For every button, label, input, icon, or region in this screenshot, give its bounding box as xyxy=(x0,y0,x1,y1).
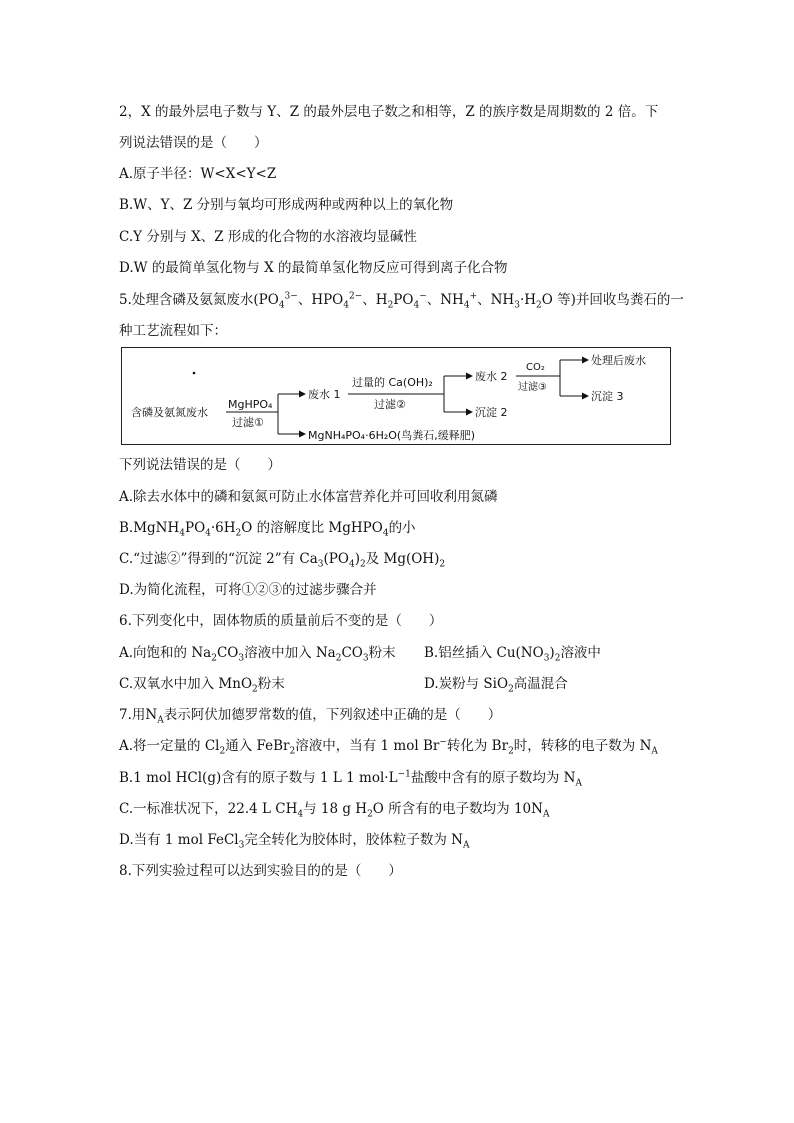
process-flowchart xyxy=(121,347,671,445)
flowchart-svg xyxy=(122,348,672,446)
flow-treated-water: 处理后废水 xyxy=(591,354,646,367)
q8-stem: 8.下列实验过程可以达到实验目的的是（ ） xyxy=(119,863,402,879)
q4-option-b: B.W、Y、Z 分别与氧均可形成两种或两种以上的氧化物 xyxy=(119,197,454,213)
q4-stem-line2: 列说法错误的是（ ） xyxy=(119,135,268,151)
flow-waste-2: 废水 2 xyxy=(475,370,508,383)
flow-reagent-2: 过量的 Ca(OH)₂ xyxy=(352,376,433,389)
q7-option-d: D.当有 1 mol FeCl$_3$完全转化为胶体时，胶体粒子数为 $N_A$ xyxy=(119,832,470,851)
q5-option-c: C.“过滤②”得到的“沉淀 2”有 $Ca_3(PO_4)_2$及 $Mg(OH)_2$ xyxy=(119,551,446,570)
q5-stem-line1: 5.处理含磷及氨氮废水($PO_4^{3-}$、$HPO_4^{2-}$、$H_2PO_4^-$、$NH_4^+$、$NH_3\cdot H_2O$ 等)并回收鸟粪石的一 xyxy=(119,291,684,311)
flow-product: MgNH₄PO₄·6H₂O(鸟粪石,缓释肥) xyxy=(308,429,475,442)
flow-precip-3: 沉淀 3 xyxy=(591,390,624,403)
q6-option-a: A.向饱和的 $Na_2CO_3$溶液中加入 $Na_2CO_3$粉末 xyxy=(119,645,396,664)
q7-option-a: A.将一定量的 $Cl_2$通入 FeBr$_2$溶液中，当有 1 mol Br−转化为 $Br_2$时，转移的电子数为 $N_A$ xyxy=(119,737,658,757)
q5-question: 下列说法错误的是（ ） xyxy=(119,457,281,473)
flow-input: 含磷及氨氮废水 xyxy=(131,406,208,419)
q6-option-d: D.炭粉与 SiO$_2$高温混合 xyxy=(424,676,568,695)
q6-stem: 6.下列变化中，固体物质的质量前后不变的是（ ） xyxy=(119,613,443,629)
flow-step-1: 过滤① xyxy=(232,416,264,429)
q7-option-c: C.一标准状况下，22.4 L $CH_4$与 18 g $H_2O$ 所含有的电子数均为 $10N_A$ xyxy=(119,801,550,820)
flow-step-2: 过滤② xyxy=(374,398,406,411)
q7-option-b: B.1 mol HCl(g)含有的原子数与 1 L 1 $mol\cdot L^{-1}$盐酸中含有的原子数均为 $N_A$ xyxy=(119,769,582,789)
q4-stem-line1: 2，X 的最外层电子数与 Y、Z 的最外层电子数之和相等，Z 的族序数是周期数的 2 倍。下 xyxy=(119,104,659,120)
q4-option-a: A.原子半径：W<X<Y<Z xyxy=(119,166,277,182)
flow-step-3: 过滤③ xyxy=(518,382,547,393)
q5-option-d: D.为简化流程，可将①②③的过滤步骤合并 xyxy=(119,582,377,598)
q4-option-c: C.Y 分别与 X、Z 形成的化合物的水溶液均显碱性 xyxy=(119,229,417,245)
q6-option-b: B.铝丝插入 $Cu(NO_3)_2$溶液中 xyxy=(424,645,601,664)
q5-stem-line2: 种工艺流程如下： xyxy=(119,323,227,339)
flow-precip-2: 沉淀 2 xyxy=(475,406,508,419)
stray-dot xyxy=(193,372,196,375)
q5-option-a: A.除去水体中的磷和氨氮可防止水体富营养化并可回收利用氮磷 xyxy=(119,489,498,505)
q6-option-c: C.双氧水中加入 MnO$_2$粉末 xyxy=(119,676,285,695)
flow-reagent-1: MgHPO₄ xyxy=(228,398,273,411)
q5-option-b: $B.MgNH_4PO_4\cdot 6H_2O$ 的溶解度比 MgHPO$_4$的小 xyxy=(119,520,416,539)
flow-waste-1: 废水 1 xyxy=(308,388,341,401)
q4-option-d: D.W 的最简单氢化物与 X 的最简单氢化物反应可得到离子化合物 xyxy=(119,260,508,276)
q7-stem: 7.用$N_A$表示阿伏加德罗常数的值，下列叙述中正确的是（ ） xyxy=(119,707,502,726)
flow-reagent-3: CO₂ xyxy=(526,362,545,373)
